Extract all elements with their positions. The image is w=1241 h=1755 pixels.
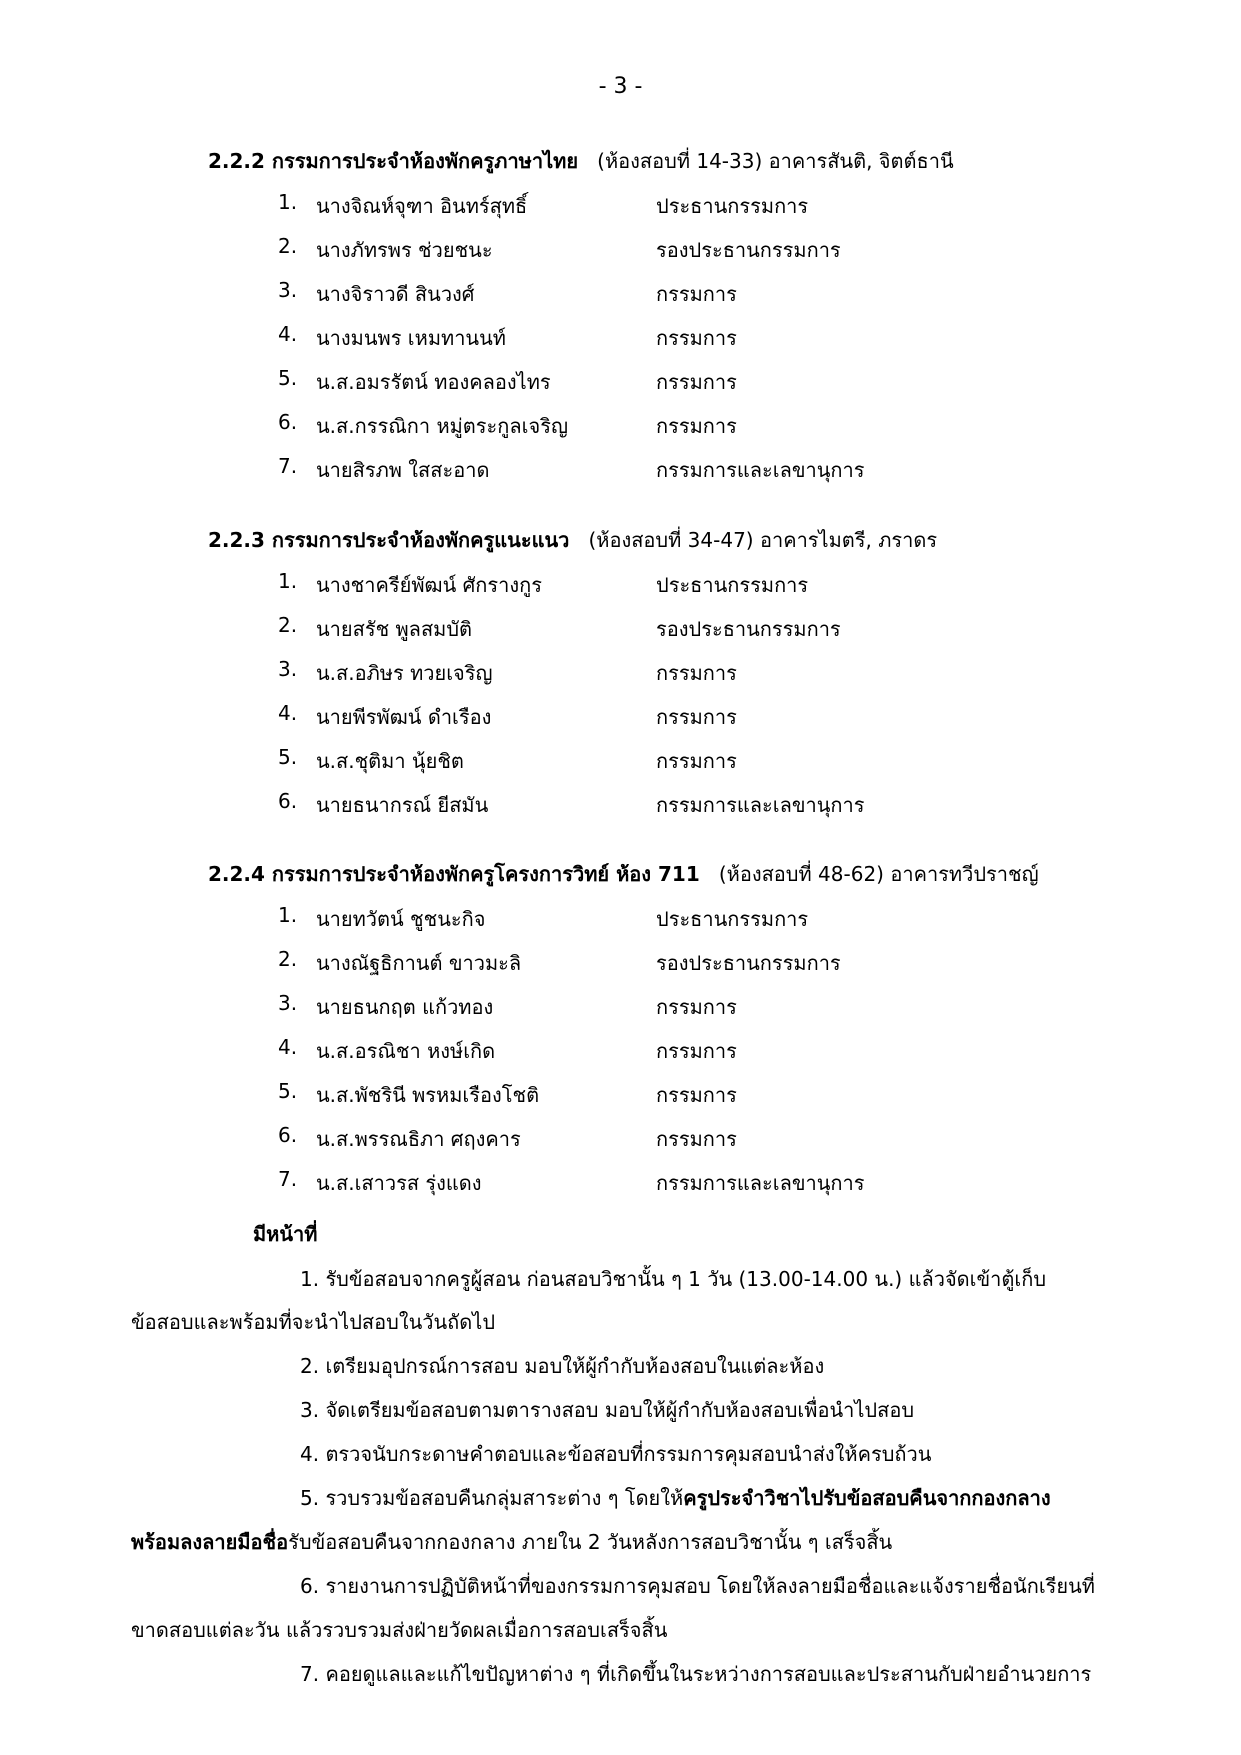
duty-item-6-continued: ขาดสอบแต่ละวัน แล้วรวบรวมส่งฝ่ายวัดผลเมื่อการสอบเสร็จสิ้น bbox=[131, 1618, 668, 1642]
member-role: กรรมการและเลขานุการ bbox=[656, 458, 865, 482]
member-name: น.ส.อภิษร ทวยเจริญ bbox=[316, 661, 493, 685]
duty-item-5 bbox=[300, 1482, 1051, 1514]
member-name: นางมนพร เหมทานนท์ bbox=[316, 326, 506, 350]
member-number: 7. bbox=[278, 1167, 298, 1191]
member-name: นางภัทรพร ช่วยชนะ bbox=[316, 238, 493, 262]
member-number: 4. bbox=[278, 701, 298, 725]
section-heading bbox=[208, 145, 954, 177]
member-name: น.ส.อรณิชา หงษ์เกิด bbox=[316, 1039, 496, 1063]
member-role: รองประธานกรรมการ bbox=[656, 238, 841, 262]
member-number: 1. bbox=[278, 903, 298, 927]
member-number: 6. bbox=[278, 410, 298, 434]
section-heading-title: 2.2.3 กรรมการประจำห้องพักครูแนะแนว bbox=[208, 528, 570, 552]
member-number: 6. bbox=[278, 789, 298, 813]
duty-item-1: 1. รับข้อสอบจากครูผู้สอน ก่อนสอบวิชานั้น ๆ 1 วัน (13.00-14.00 น.) แล้วจัดเข้าตู้เก็บ bbox=[300, 1267, 1047, 1291]
member-name: นายทวัตน์ ชูชนะกิจ bbox=[316, 907, 486, 931]
member-name: น.ส.กรรณิกา หมู่ตระกูลเจริญ bbox=[316, 414, 568, 438]
member-number: 3. bbox=[278, 657, 298, 681]
member-role: กรรมการ bbox=[656, 995, 737, 1019]
member-role: รองประธานกรรมการ bbox=[656, 617, 841, 641]
duty-item-3: 3. จัดเตรียมข้อสอบตามตารางสอบ มอบให้ผู้กำกับห้องสอบเพื่อนำไปสอบ bbox=[300, 1398, 915, 1422]
section-heading-title: 2.2.2 กรรมการประจำห้องพักครูภาษาไทย bbox=[208, 149, 579, 173]
member-number: 1. bbox=[278, 190, 298, 214]
member-role: กรรมการ bbox=[656, 1083, 737, 1107]
member-name: นางชาครีย์พัฒน์ ศักรางกูร bbox=[316, 573, 542, 597]
duty-item-5-text: 5. รวบรวมข้อสอบคืนกลุ่มสาระต่าง ๆ โดยให้ bbox=[300, 1486, 684, 1510]
member-name: น.ส.เสาวรส รุ่งแดง bbox=[316, 1171, 482, 1195]
duty-item-5-continued bbox=[131, 1526, 892, 1558]
member-role: กรรมการ bbox=[656, 749, 737, 773]
member-number: 2. bbox=[278, 613, 298, 637]
duty-item-5-emphasis-continued: พร้อมลงลายมือชื่อ bbox=[131, 1530, 289, 1554]
member-role: กรรมการ bbox=[656, 1039, 737, 1063]
section-heading-title: 2.2.4 กรรมการประจำห้องพักครูโครงการวิทย์ ห้อง 711 bbox=[208, 862, 700, 886]
member-name: น.ส.พัชรินี พรหมเรืองโชติ bbox=[316, 1083, 540, 1107]
member-role: กรรมการ bbox=[656, 326, 737, 350]
section-heading bbox=[208, 524, 937, 556]
member-name: นางจิณห์จุฑา อินทร์สุทธิ์ bbox=[316, 194, 528, 218]
page-number: - 3 - bbox=[598, 74, 643, 99]
member-number: 5. bbox=[278, 366, 298, 390]
member-role: รองประธานกรรมการ bbox=[656, 951, 841, 975]
member-role: กรรมการ bbox=[656, 661, 737, 685]
member-name: นายธนกฤต แก้วทอง bbox=[316, 995, 494, 1019]
member-number: 6. bbox=[278, 1123, 298, 1147]
member-number: 3. bbox=[278, 991, 298, 1015]
member-number: 5. bbox=[278, 745, 298, 769]
member-name: น.ส.พรรณธิภา ศฤงคาร bbox=[316, 1127, 521, 1151]
member-number: 2. bbox=[278, 947, 298, 971]
member-number: 7. bbox=[278, 454, 298, 478]
section-heading-detail: (ห้องสอบที่ 14-33) อาคารสันติ, จิตต์ธานี bbox=[597, 149, 954, 173]
member-number: 1. bbox=[278, 569, 298, 593]
member-name: นายสิรภพ ใสสะอาด bbox=[316, 458, 490, 482]
duty-item-4: 4. ตรวจนับกระดาษคำตอบและข้อสอบที่กรรมการคุมสอบนำส่งให้ครบถ้วน bbox=[300, 1442, 932, 1466]
member-name: นายสรัช พูลสมบัติ bbox=[316, 617, 473, 641]
member-role: ประธานกรรมการ bbox=[656, 907, 809, 931]
member-role: กรรมการ bbox=[656, 282, 737, 306]
member-name: น.ส.ชุติมา นุ้ยชิต bbox=[316, 749, 464, 773]
section-heading bbox=[208, 858, 1039, 890]
member-role: ประธานกรรมการ bbox=[656, 573, 809, 597]
member-name: นางจิราวดี สินวงศ์ bbox=[316, 282, 475, 306]
member-name: นายพีรพัฒน์ ดำเรือง bbox=[316, 705, 492, 729]
member-role: กรรมการและเลขานุการ bbox=[656, 1171, 865, 1195]
member-role: ประธานกรรมการ bbox=[656, 194, 809, 218]
member-role: กรรมการ bbox=[656, 370, 737, 394]
section-heading-detail: (ห้องสอบที่ 34-47) อาคารไมตรี, ภราดร bbox=[588, 528, 938, 552]
duty-item-5-emphasis: ครูประจำวิชาไปรับข้อสอบคืนจากกองกลาง bbox=[683, 1486, 1051, 1510]
member-role: กรรมการ bbox=[656, 705, 737, 729]
member-number: 4. bbox=[278, 1035, 298, 1059]
duty-item-1-continued: ข้อสอบและพร้อมที่จะนำไปสอบในวันถัดไป bbox=[131, 1310, 496, 1334]
member-number: 3. bbox=[278, 278, 298, 302]
member-number: 2. bbox=[278, 234, 298, 258]
duty-item-2: 2. เตรียมอุปกรณ์การสอบ มอบให้ผู้กำกับห้องสอบในแต่ละห้อง bbox=[300, 1354, 825, 1378]
member-number: 4. bbox=[278, 322, 298, 346]
member-name: น.ส.อมรรัตน์ ทองคลองไทร bbox=[316, 370, 551, 394]
member-name: นายธนากรณ์ ยีสมัน bbox=[316, 793, 489, 817]
duty-item-7: 7. คอยดูแลและแก้ไขปัญหาต่าง ๆ ที่เกิดขึ้นในระหว่างการสอบและประสานกับฝ่ายอำนวยการ bbox=[300, 1662, 1092, 1686]
duties-heading: มีหน้าที่ bbox=[253, 1222, 318, 1246]
duty-item-5-text-continued: รับข้อสอบคืนจากกองกลาง ภายใน 2 วันหลังการสอบวิชานั้น ๆ เสร็จสิ้น bbox=[288, 1530, 893, 1554]
section-heading-detail: (ห้องสอบที่ 48-62) อาคารทวีปราชญ์ bbox=[718, 862, 1039, 886]
member-role: กรรมการ bbox=[656, 1127, 737, 1151]
member-name: นางณัฐธิกานต์ ขาวมะลิ bbox=[316, 951, 522, 975]
member-number: 5. bbox=[278, 1079, 298, 1103]
duty-item-6: 6. รายงานการปฏิบัติหน้าที่ของกรรมการคุมสอบ โดยให้ลงลายมือชื่อและแจ้งรายชื่อนักเรียนที่ bbox=[300, 1574, 1095, 1598]
member-role: กรรมการ bbox=[656, 414, 737, 438]
member-role: กรรมการและเลขานุการ bbox=[656, 793, 865, 817]
